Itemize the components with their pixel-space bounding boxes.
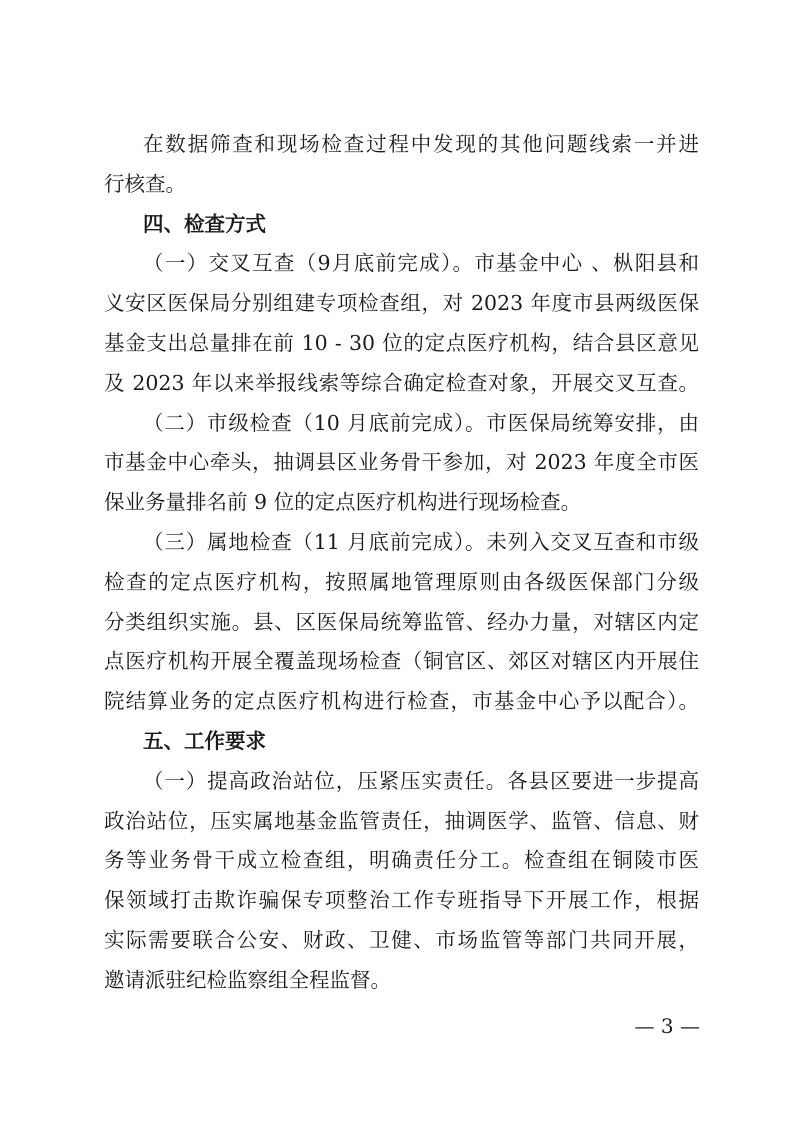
paragraph-line: 政治站位，压实属地基金监管责任，抽调医学、监管、信息、财 xyxy=(104,808,699,833)
paragraph-line: 基金支出总量排在前 10 - 30 位的定点医疗机构，结合县区意见 xyxy=(104,330,699,355)
paragraph-line: 保领域打击欺诈骗保专项整治工作专班指导下开展工作，根据 xyxy=(104,888,699,913)
paragraph-line: 检查的定点医疗机构，按照属地管理原则由各级医保部门分级 xyxy=(104,569,699,594)
paragraph-line: 邀请派驻纪检监察组全程监督。 xyxy=(104,967,391,992)
page-number: — 3 — xyxy=(634,1014,700,1038)
paragraph-line: （一）交叉互查（9月底前完成）。市基金中心 、枞阳县和 xyxy=(143,251,699,276)
paragraph-line: （一）提高政治站位，压紧压实责任。各县区要进一步提高 xyxy=(143,768,699,793)
document-body xyxy=(104,125,699,1001)
paragraph-line: 院结算业务的定点医疗机构进行检查，市基金中心予以配合）。 xyxy=(104,689,699,714)
paragraph-line: 务等业务骨干成立检查组，明确责任分工。检查组在铜陵市医 xyxy=(104,848,699,873)
section-heading: 五、工作要求 xyxy=(143,728,266,753)
paragraph-line: 市基金中心牵头，抽调县区业务骨干参加，对 2023 年度全市医 xyxy=(104,450,699,475)
paragraph-line: （二）市级检查（10 月底前完成）。市医保局统筹安排，由 xyxy=(143,410,699,435)
paragraph-line: 分类组织实施。县、区医保局统筹监管、经办力量，对辖区内定 xyxy=(104,609,699,634)
paragraph-line: 实际需要联合公安、财政、卫健、市场监管等部门共同开展， xyxy=(104,927,699,952)
paragraph-line: 点医疗机构开展全覆盖现场检查（铜官区、郊区对辖区内开展住 xyxy=(104,649,699,674)
paragraph-line: 在数据筛查和现场检查过程中发现的其他问题线索一并进 xyxy=(143,132,699,156)
paragraph-line: 及 2023 年以来举报线索等综合确定检查对象，开展交叉互查。 xyxy=(104,370,699,395)
paragraph-line: 行核查。 xyxy=(104,171,186,196)
paragraph-line: （三）属地检查（11 月底前完成）。未列入交叉互查和市级 xyxy=(143,529,699,554)
paragraph-line: 义安区医保局分别组建专项检查组，对 2023 年度市县两级医保 xyxy=(104,291,699,316)
paragraph-line: 保业务量排名前 9 位的定点医疗机构进行现场检查。 xyxy=(104,490,582,515)
section-heading: 四、检查方式 xyxy=(143,211,266,236)
